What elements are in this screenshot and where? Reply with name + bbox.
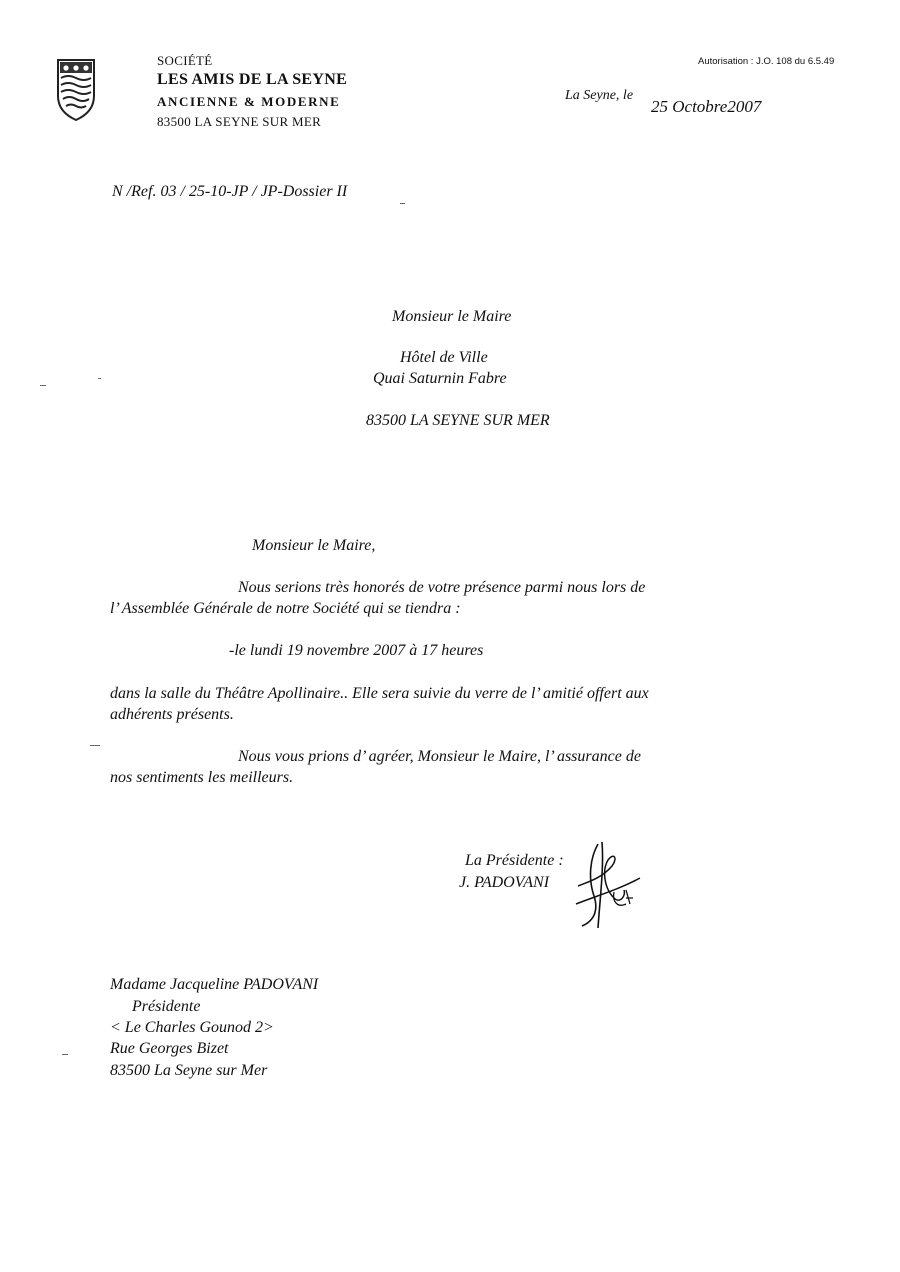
sender-address-line2: Rue Georges Bizet [110, 1040, 229, 1057]
coat-of-arms-icon [55, 56, 97, 122]
authorisation-note: Autorisation : J.O. 108 du 6.5.49 [698, 56, 835, 67]
sender-name: Madame Jacqueline PADOVANI [110, 976, 319, 993]
paragraph-1-line-1: Nous serions très honorés de votre présence parmi nous lors de [238, 579, 646, 596]
signatory-name: J. PADOVANI [459, 874, 550, 891]
sender-address-line1: < Le Charles Gounod 2> [110, 1019, 274, 1036]
scan-speck [62, 1054, 68, 1055]
paragraph-3-line-2: nos sentiments les meilleurs. [110, 769, 294, 786]
signatory-role: La Présidente : [465, 852, 564, 869]
letter-date: 25 Octobre2007 [651, 97, 762, 116]
recipient-address-line2: Quai Saturnin Fabre [373, 370, 507, 387]
scan-speck [90, 745, 100, 746]
org-name: LES AMIS DE LA SEYNE [157, 71, 348, 88]
handwritten-signature [568, 838, 648, 933]
recipient-title: Monsieur le Maire [392, 308, 512, 325]
org-address: 83500 LA SEYNE SUR MER [157, 114, 322, 129]
reference-number: N /Ref. 03 / 25-10-JP / JP-Dossier II [112, 183, 348, 200]
paragraph-2-line-1: dans la salle du Théâtre Apollinaire.. Elle sera suivie du verre de l’ amitié offert aux [110, 685, 649, 702]
recipient-address-line1: Hôtel de Ville [400, 349, 488, 366]
paragraph-3-line-1: Nous vous prions d’ agréer, Monsieur le Maire, l’ assurance de [238, 748, 641, 765]
paragraph-1-line-2: l’ Assemblée Générale de notre Société qui se tiendra : [110, 600, 461, 617]
paragraph-2-line-2: adhérents présents. [110, 706, 234, 723]
sender-title: Présidente [132, 998, 201, 1015]
org-name-prefix: SOCIÉTÉ [157, 53, 213, 68]
salutation: Monsieur le Maire, [252, 537, 376, 554]
event-date: -le lundi 19 novembre 2007 à 17 heures [229, 642, 484, 659]
recipient-city: 83500 LA SEYNE SUR MER [366, 412, 550, 429]
place-label: La Seyne, le [565, 88, 634, 103]
scan-speck [400, 203, 405, 204]
sender-address-line3: 83500 La Seyne sur Mer [110, 1062, 268, 1079]
scan-speck [98, 378, 101, 379]
org-subtitle: ANCIENNE & MODERNE [157, 94, 341, 109]
scan-speck [40, 385, 46, 386]
